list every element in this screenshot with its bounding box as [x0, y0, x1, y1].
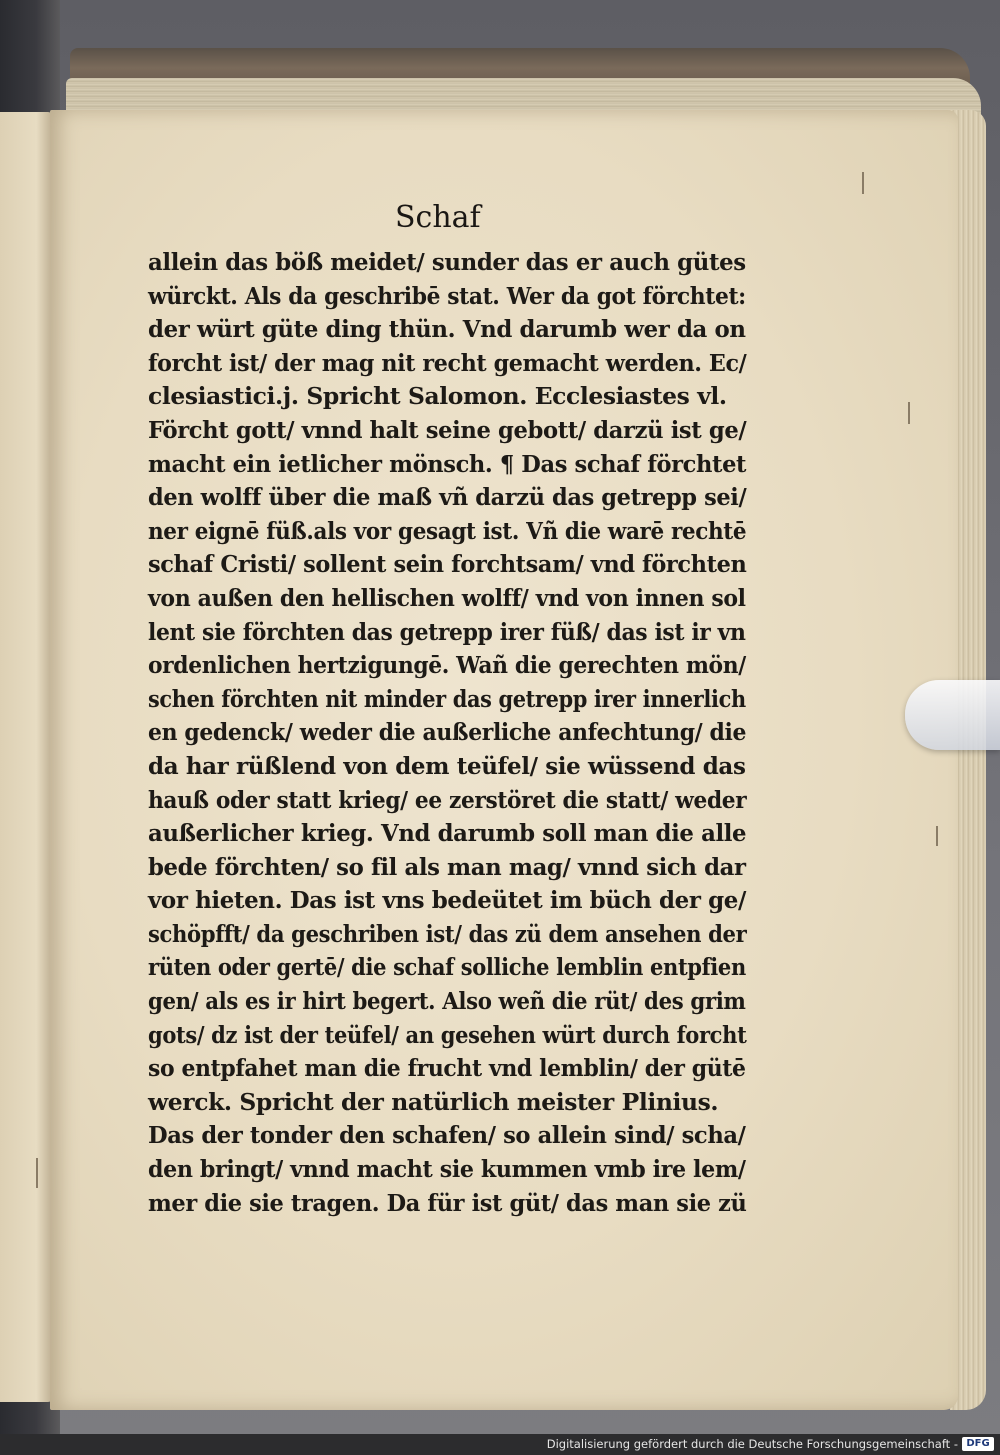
text-line: hauß oder statt krieg/ ee zerstöret die statt/ weder [148, 785, 747, 814]
page-mark [936, 826, 938, 846]
text-line: Das der tonder den schafen/ so allein sind/ scha/ [148, 1121, 746, 1150]
text-line: schen förchten nit minder das getrepp irer innerlich [148, 684, 746, 713]
running-head: Schaf [395, 200, 481, 235]
text-line: gen/ als es ir hirt begert. Also weñ die rüt/ des grim [148, 987, 746, 1016]
text-line: so entpfahet man die frucht vnd lemblin/ der gütē [148, 1054, 746, 1083]
text-line: von außen den hellischen wolff/ vnd von innen sol [148, 583, 746, 612]
page-mark [36, 1158, 38, 1188]
text-line: den wolff über die maß vñ darzü das getrepp sei/ [148, 483, 747, 512]
text-line: mer die sie tragen. Da für ist güt/ das man sie zü [148, 1188, 747, 1217]
text-line: vor hieten. Das ist vns bedeütet im büch der ge/ [148, 886, 746, 915]
text-line: gots/ dz ist der teüfel/ an gesehen würt durch forcht [148, 1020, 747, 1049]
text-line: der würt güte ding thün. Vnd darumb wer da on [148, 315, 746, 344]
text-line: werck. Spricht der natürlich meister Plinius. [148, 1087, 719, 1116]
page-mark [862, 172, 864, 194]
text-line: rüten oder gertē/ die schaf solliche lemblin entpfien [148, 953, 746, 982]
text-line: macht ein ietlicher mönsch. ¶ Das schaf förchtet [148, 449, 747, 478]
facing-page-edge [0, 112, 52, 1402]
text-line: clesiastici.j. Spricht Salomon. Ecclesiastes vl. [148, 382, 727, 411]
digitization-footer [0, 1434, 1000, 1455]
text-line: schaf Cristi/ sollent sein forchtsam/ vnd förchten [148, 550, 747, 579]
text-line: lent sie förchten das getrepp irer füß/ das ist ir vn [148, 617, 746, 646]
text-line: schöpfft/ da geschriben ist/ das zü dem ansehen der [148, 919, 747, 948]
page-clip [905, 680, 1000, 750]
text-line: allein das böß meidet/ sunder das er auch gütes [148, 248, 746, 276]
text-line: außerlicher krieg. Vnd darumb soll man die alle [148, 819, 747, 848]
text-line: Förcht gott/ vnnd halt seine gebott/ darzü ist ge/ [148, 415, 747, 444]
text-line: da har rüßlend von dem teüfel/ sie wüssend das [148, 751, 746, 780]
text-line: ner eignē füß.als vor gesagt ist. Vñ die warē rechtē [148, 516, 747, 545]
footer-credit: Digitalisierung gefördert durch die Deutsche Forschungsgemeinschaft - [546, 1437, 958, 1451]
text-block [148, 246, 748, 1220]
dfg-logo: DFG [962, 1437, 994, 1451]
page-mark [908, 402, 910, 424]
text-line: den bringt/ vnnd macht sie kummen vmb ire lem/ [148, 1155, 746, 1184]
text-line: würckt. Als da geschribē stat. Wer da got förchtet: [148, 281, 746, 310]
text-line: ordenlichen hertzigungē. Wañ die gerechten mön/ [148, 651, 746, 680]
text-line: bede förchten/ so fil als man mag/ vnnd sich dar [148, 852, 746, 881]
text-line: en gedenck/ weder die außerliche anfechtung/ die [148, 718, 747, 747]
text-line: forcht ist/ der mag nit recht gemacht werden. Ec/ [148, 348, 747, 377]
